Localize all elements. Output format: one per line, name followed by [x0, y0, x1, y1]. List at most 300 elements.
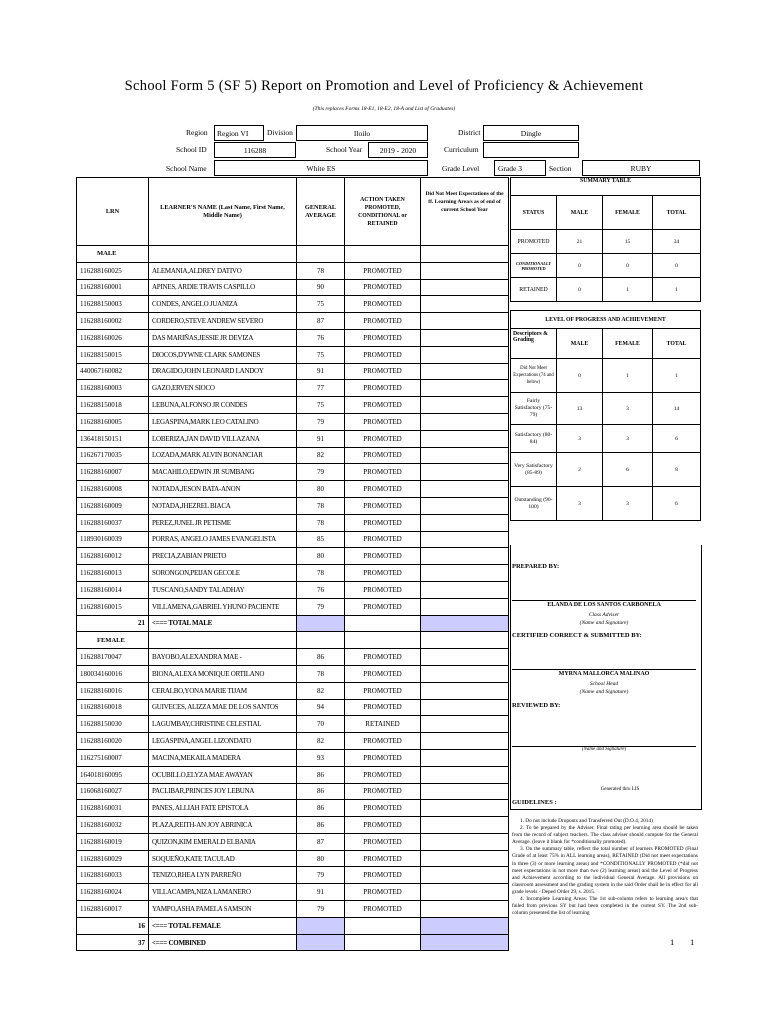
total-avg-cell — [297, 615, 345, 632]
table-row — [77, 850, 509, 867]
progress-male-cell: 3 — [557, 487, 603, 521]
lrn-cell: 116068160027 — [77, 783, 149, 800]
blank-cell — [149, 632, 297, 649]
division-label: Division — [267, 128, 293, 137]
section-label: Section — [549, 164, 572, 173]
table-row — [77, 649, 509, 666]
table-row — [77, 699, 509, 716]
action-taken-cell: PROMOTED — [345, 346, 421, 363]
lrn-cell: 116288160017 — [77, 901, 149, 918]
general-average-cell: 82 — [297, 733, 345, 750]
general-average-cell: 91 — [297, 884, 345, 901]
summary-col-female: FEMALE — [603, 196, 653, 230]
summary-female-cell: 1 — [603, 278, 653, 302]
general-average-cell: 94 — [297, 699, 345, 716]
progress-row — [511, 393, 701, 425]
action-taken-cell: PROMOTED — [345, 313, 421, 330]
table-row — [77, 329, 509, 346]
action-taken-cell: PROMOTED — [345, 581, 421, 598]
guideline-item: 2. To be prepared by the Adviser. Final rating per learning area should be taken from the record of subject teachers. The class adviser should compute for the General Average. (leave it blank for *conditionally promoted). — [512, 825, 698, 846]
divider — [512, 669, 696, 670]
summary-row — [511, 278, 701, 302]
lrn-cell: 440067160082 — [77, 363, 149, 380]
general-average-cell: 86 — [297, 649, 345, 666]
progress-col-female: FEMALE — [603, 329, 653, 359]
table-row — [77, 581, 509, 598]
lrn-cell: 116288160037 — [77, 514, 149, 531]
total-label: <=== TOTAL MALE — [149, 615, 297, 632]
action-taken-cell: PROMOTED — [345, 329, 421, 346]
table-row — [77, 531, 509, 548]
general-average-cell: 87 — [297, 833, 345, 850]
learner-name-cell: ALEMANIA,ALDREY DATIVO — [149, 262, 297, 279]
general-average-cell: 70 — [297, 716, 345, 733]
blank-cell — [345, 632, 421, 649]
progress-col-total: TOTAL — [653, 329, 701, 359]
learner-name-cell: YAMPO,ASHA PAMELA SAMSON — [149, 901, 297, 918]
female-total-row — [77, 917, 509, 934]
lrn-cell: 116288160005 — [77, 413, 149, 430]
summary-male-cell: 0 — [557, 278, 603, 302]
general-average-cell: 79 — [297, 413, 345, 430]
total-did-not-meet-cell — [421, 917, 509, 934]
learner-name-cell: NOTADA,JESON BATA-ANON — [149, 481, 297, 498]
section-field[interactable]: RUBY — [582, 160, 700, 176]
progress-table — [510, 310, 701, 521]
general-average-cell: 78 — [297, 514, 345, 531]
table-row — [77, 766, 509, 783]
lrn-cell: 116288150003 — [77, 296, 149, 313]
table-row — [77, 447, 509, 464]
did-not-meet-cell — [421, 581, 509, 598]
did-not-meet-cell — [421, 800, 509, 817]
table-row — [77, 481, 509, 498]
progress-row — [511, 487, 701, 521]
progress-desc-cell: Fairly Satisfactory (75-79) — [511, 393, 557, 425]
combined-total-row — [77, 934, 509, 951]
section-label: MALE — [77, 246, 149, 263]
learner-name-cell: TUSCANO,SANDY TALADHAY — [149, 581, 297, 598]
total-did-not-meet-cell — [421, 615, 509, 632]
did-not-meet-cell — [421, 497, 509, 514]
blank-cell — [149, 246, 297, 263]
form-subtitle: (This replaces Forms 18-E1, 18-E2, 18-A and List of Graduates) — [312, 106, 456, 112]
progress-male-cell: 13 — [557, 393, 603, 425]
guideline-item: 4. Incomplete Learning Areas: The 1st sub-column refers to learning area/s that failed from previous SY but had been completed in the current SY. The 2nd sub-column presented the list of learning — [512, 896, 698, 917]
general-average-cell: 78 — [297, 497, 345, 514]
learner-name-cell: LOZADA,MARK ALVIN BONANCIAR — [149, 447, 297, 464]
action-taken-cell: PROMOTED — [345, 833, 421, 850]
summary-female-cell: 15 — [603, 230, 653, 254]
action-taken-cell: PROMOTED — [345, 649, 421, 666]
did-not-meet-cell — [421, 850, 509, 867]
learner-name-cell: DRAGIDO,JOHN LEONARD LANDOY — [149, 363, 297, 380]
general-average-cell: 82 — [297, 682, 345, 699]
action-taken-cell: PROMOTED — [345, 296, 421, 313]
action-taken-cell: PROMOTED — [345, 901, 421, 918]
lrn-cell: 180034160016 — [77, 665, 149, 682]
progress-desc-cell: Satisfactory (80-84) — [511, 425, 557, 453]
did-not-meet-cell — [421, 833, 509, 850]
progress-desc-cell: Outstanding (90-100) — [511, 487, 557, 521]
lrn-cell: 116288160009 — [77, 497, 149, 514]
district-field[interactable]: Dingle — [483, 125, 579, 141]
learner-name-cell: PRECIA,ZABIAN PRIETO — [149, 548, 297, 565]
summary-col-status: STATUS — [511, 196, 557, 230]
lrn-cell: 116288150018 — [77, 397, 149, 414]
lrn-cell: 116288160029 — [77, 850, 149, 867]
grade-level-label: Grade Level — [442, 164, 480, 173]
total-count: 16 — [77, 917, 149, 934]
lrn-cell: 116288160012 — [77, 548, 149, 565]
lrn-cell: 116288160033 — [77, 867, 149, 884]
general-average-cell: 78 — [297, 665, 345, 682]
general-average-cell: 75 — [297, 346, 345, 363]
general-average-cell: 79 — [297, 464, 345, 481]
general-average-cell: 76 — [297, 581, 345, 598]
action-taken-cell: PROMOTED — [345, 380, 421, 397]
lrn-cell: 116288160008 — [77, 481, 149, 498]
divider — [512, 600, 696, 601]
learner-name-cell: VILLACAMPA,NIZA LAMANERO — [149, 884, 297, 901]
table-row — [77, 497, 509, 514]
did-not-meet-cell — [421, 682, 509, 699]
school-name-label: School Name — [166, 164, 207, 173]
col-did-not-meet: Did Not Meet Expectations of the ff. Learning Area/s as of end of current School Year — [421, 178, 509, 246]
did-not-meet-cell — [421, 430, 509, 447]
did-not-meet-cell — [421, 749, 509, 766]
signature-panel — [510, 545, 702, 810]
did-not-meet-cell — [421, 514, 509, 531]
summary-status-cell: RETAINED — [511, 278, 557, 302]
did-not-meet-cell — [421, 733, 509, 750]
learner-name-cell: PEREZ,JUNEL JR PETISME — [149, 514, 297, 531]
learner-name-cell: LEGASPINA,MARK LEO CATALINO — [149, 413, 297, 430]
blank-cell — [297, 632, 345, 649]
general-average-cell: 91 — [297, 363, 345, 380]
table-row — [77, 716, 509, 733]
did-not-meet-cell — [421, 766, 509, 783]
general-average-cell: 90 — [297, 279, 345, 296]
did-not-meet-cell — [421, 867, 509, 884]
table-row — [77, 817, 509, 834]
action-taken-cell: PROMOTED — [345, 749, 421, 766]
progress-male-cell: 3 — [557, 425, 603, 453]
total-action-cell — [345, 934, 421, 951]
action-taken-cell: PROMOTED — [345, 447, 421, 464]
table-row — [77, 783, 509, 800]
general-average-cell: 86 — [297, 800, 345, 817]
school-year-field[interactable]: 2019 - 2020 — [368, 142, 428, 158]
action-taken-cell: PROMOTED — [345, 783, 421, 800]
col-general-average: GENERAL AVERAGE — [297, 178, 345, 246]
learner-name-cell: LOBERIZA,JAN DAVID VILLAZANA — [149, 430, 297, 447]
col-name: LEARNER'S NAME (Last Name, First Name, Middle Name) — [149, 178, 297, 246]
action-taken-cell: PROMOTED — [345, 565, 421, 582]
guideline-item: 3. On the summary table, reflect the total number of learners PROMOTED (Final Grade of at least 75% in ALL learning areas), RETAINED (Did not meet expectations in three (3) or more learning areas) and *CONDITIONALLY PROMOTED (*did not meet expectations in not more than two (2) learning areas) and the Level of Progress and Achievement according to the individual General Average. All provisions on classroom assessment and the grading system in the said Order shall be in effect for all grade levels - Deped Order 29, s. 2015. — [512, 846, 698, 895]
action-taken-cell: PROMOTED — [345, 682, 421, 699]
certified-label: CERTIFIED CORRECT & SUBMITTED BY: — [512, 632, 642, 639]
school-head-name: MYRNA MALLORCA MALINAO — [558, 671, 650, 677]
summary-total-cell: 34 — [653, 230, 701, 254]
learner-name-cell: GUIVECES, ALIZZA MAE DE LOS SANTOS — [149, 699, 297, 716]
action-taken-cell: PROMOTED — [345, 430, 421, 447]
did-not-meet-cell — [421, 901, 509, 918]
action-taken-cell: PROMOTED — [345, 397, 421, 414]
table-row — [77, 867, 509, 884]
grade-level-field[interactable]: Grade 3 — [494, 160, 546, 176]
did-not-meet-cell — [421, 665, 509, 682]
learner-name-cell: TENIZO,RHEA LYN PARREÑO — [149, 867, 297, 884]
form-title: School Form 5 (SF 5) Report on Promotion and Level of Proficiency & Achievement — [124, 78, 644, 94]
total-count: 21 — [77, 615, 149, 632]
did-not-meet-cell — [421, 548, 509, 565]
learner-name-cell: VILLAMENA,GABRIEL YHUNO PACIENTE — [149, 598, 297, 615]
table-row — [77, 279, 509, 296]
learner-name-cell: PLAZA,REITH-AN JOY ABRINICA — [149, 817, 297, 834]
lrn-cell: 116267170035 — [77, 447, 149, 464]
learner-name-cell: OCUBILLO,ELYZA MAE AWAYAN — [149, 766, 297, 783]
progress-male-cell: 2 — [557, 453, 603, 487]
general-average-cell: 76 — [297, 329, 345, 346]
general-average-cell: 79 — [297, 867, 345, 884]
did-not-meet-cell — [421, 329, 509, 346]
table-row — [77, 430, 509, 447]
guidelines-title: GUIDELINES : — [512, 799, 557, 806]
school-name-field[interactable]: White ES — [214, 160, 428, 176]
progress-total-cell: 14 — [653, 393, 701, 425]
did-not-meet-cell — [421, 464, 509, 481]
school-id-label: School ID — [176, 145, 207, 154]
general-average-cell: 86 — [297, 817, 345, 834]
lrn-cell: 116288170047 — [77, 649, 149, 666]
learner-name-cell: MACAHILO,EDWIN JR SUMBANG — [149, 464, 297, 481]
section-label: FEMALE — [77, 632, 149, 649]
male-section — [77, 246, 509, 263]
action-taken-cell: PROMOTED — [345, 279, 421, 296]
table-row — [77, 682, 509, 699]
lrn-cell: 116288160025 — [77, 262, 149, 279]
table-row — [77, 598, 509, 615]
general-average-cell: 93 — [297, 749, 345, 766]
table-row — [77, 296, 509, 313]
action-taken-cell: PROMOTED — [345, 884, 421, 901]
progress-row — [511, 453, 701, 487]
action-taken-cell: PROMOTED — [345, 867, 421, 884]
curriculum-field[interactable] — [483, 142, 579, 158]
learner-name-cell: BIONA,ALEXA MONIQUE ORTILANO — [149, 665, 297, 682]
male-total-row — [77, 615, 509, 632]
reviewed-by-label: REVIEWED BY: — [512, 702, 561, 709]
adviser-role: Class Adviser — [588, 612, 620, 618]
guideline-item: 1. Do not include Dropouts and Transferred Out (D.O.4, 2014) — [520, 818, 653, 824]
action-taken-cell: PROMOTED — [345, 800, 421, 817]
total-label: <=== TOTAL FEMALE — [149, 917, 297, 934]
progress-row — [511, 359, 701, 393]
learner-name-cell: MACINA,MEKAILA MADERA — [149, 749, 297, 766]
lrn-cell: 116288150015 — [77, 346, 149, 363]
lrn-cell: 136418150151 — [77, 430, 149, 447]
learner-name-cell: CONDES, ANGELO JUANIZA — [149, 296, 297, 313]
summary-female-cell: 0 — [603, 254, 653, 278]
table-row — [77, 514, 509, 531]
general-average-cell: 86 — [297, 783, 345, 800]
learner-name-cell: NOTADA,JHEZREL BIACA — [149, 497, 297, 514]
summary-col-male: MALE — [557, 196, 603, 230]
general-average-cell: 78 — [297, 565, 345, 582]
learner-name-cell: LEBUNA,ALFONSO JR CONDES — [149, 397, 297, 414]
learner-name-cell: LEGASPINA,ANGEL LIZONDATO — [149, 733, 297, 750]
action-taken-cell: PROMOTED — [345, 464, 421, 481]
general-average-cell: 87 — [297, 313, 345, 330]
table-row — [77, 733, 509, 750]
reviewer-hint: (Name and Signature) — [581, 747, 627, 752]
lrn-cell: 118930160039 — [77, 531, 149, 548]
general-average-cell: 82 — [297, 447, 345, 464]
lrn-cell: 116288160018 — [77, 699, 149, 716]
female-section — [77, 632, 509, 649]
learner-name-cell: GAZO,ERVEN SIOCO — [149, 380, 297, 397]
did-not-meet-cell — [421, 817, 509, 834]
table-row — [77, 464, 509, 481]
progress-male-cell: 0 — [557, 359, 603, 393]
did-not-meet-cell — [421, 481, 509, 498]
learner-name-cell: CORDERO,STEVE ANDREW SEVERO — [149, 313, 297, 330]
lrn-cell: 116288160007 — [77, 464, 149, 481]
did-not-meet-cell — [421, 531, 509, 548]
action-taken-cell: PROMOTED — [345, 598, 421, 615]
progress-desc-cell: Very Satisfactory (85-89) — [511, 453, 557, 487]
learner-name-cell: DAS MARIÑAS,JESSIE JR DEVIZA — [149, 329, 297, 346]
learner-name-cell: LAGUMBAY,CHRISTINE CELESTIAL — [149, 716, 297, 733]
region-field[interactable]: Region VI — [214, 125, 264, 141]
did-not-meet-cell — [421, 716, 509, 733]
school-head-role: School Head — [589, 681, 619, 687]
total-avg-cell — [297, 917, 345, 934]
progress-female-cell: 1 — [603, 359, 653, 393]
general-average-cell: 91 — [297, 430, 345, 447]
did-not-meet-cell — [421, 598, 509, 615]
summary-male-cell: 0 — [557, 254, 603, 278]
total-did-not-meet-cell — [421, 934, 509, 951]
did-not-meet-cell — [421, 699, 509, 716]
table-row — [77, 884, 509, 901]
general-average-cell: 77 — [297, 380, 345, 397]
learner-table — [76, 177, 509, 951]
general-average-cell: 80 — [297, 548, 345, 565]
progress-desc-cell: Did Not Meet Expectations (74 and below) — [511, 359, 557, 393]
district-label: District — [458, 128, 481, 137]
did-not-meet-cell — [421, 413, 509, 430]
lrn-cell: 116288160019 — [77, 833, 149, 850]
summary-col-total: TOTAL — [653, 196, 701, 230]
summary-title: SUMMARY TABLE — [511, 178, 701, 196]
generated-note: Generated thru LIS — [600, 787, 640, 792]
did-not-meet-cell — [421, 313, 509, 330]
learner-name-cell: DIOCOS,DYWNE CLARK SAMONES — [149, 346, 297, 363]
learner-name-cell: BAYOBO,ALEXANDRA MAE - — [149, 649, 297, 666]
progress-total-cell: 6 — [653, 487, 701, 521]
action-taken-cell: PROMOTED — [345, 497, 421, 514]
summary-status-cell: PROMOTED — [511, 230, 557, 254]
action-taken-cell: PROMOTED — [345, 413, 421, 430]
action-taken-cell: RETAINED — [345, 716, 421, 733]
col-action-taken: ACTION TAKEN PROMOTED, CONDITIONAL or RETAINED — [345, 178, 421, 246]
action-taken-cell: PROMOTED — [345, 363, 421, 380]
action-taken-cell: PROMOTED — [345, 514, 421, 531]
lrn-cell: 116288160014 — [77, 581, 149, 598]
school-year-label: School Year — [326, 145, 363, 154]
table-row — [77, 749, 509, 766]
progress-col-male: MALE — [557, 329, 603, 359]
lrn-cell: 116288160032 — [77, 817, 149, 834]
lrn-cell: 116288160016 — [77, 682, 149, 699]
did-not-meet-cell — [421, 649, 509, 666]
did-not-meet-cell — [421, 363, 509, 380]
table-row — [77, 346, 509, 363]
general-average-cell: 75 — [297, 296, 345, 313]
lrn-cell: 116275160007 — [77, 749, 149, 766]
region-label: Region — [186, 128, 208, 137]
learner-name-cell: APINES, ARDIE TRAVIS CASPILLO — [149, 279, 297, 296]
summary-status-cell: CONDITIONALLY PROMOTED — [511, 254, 557, 278]
table-row — [77, 565, 509, 582]
table-row — [77, 313, 509, 330]
blank-cell — [421, 246, 509, 263]
lrn-cell: 116288160020 — [77, 733, 149, 750]
total-label: <=== COMBINED — [149, 934, 297, 951]
lrn-cell: 116288160013 — [77, 565, 149, 582]
total-avg-cell — [297, 934, 345, 951]
progress-total-cell: 1 — [653, 359, 701, 393]
blank-cell — [421, 632, 509, 649]
division-field[interactable]: Iloilo — [296, 125, 428, 141]
blank-cell — [345, 246, 421, 263]
progress-female-cell: 3 — [603, 425, 653, 453]
learner-name-cell: PANES, ALLIAH FATE EPISTOLA — [149, 800, 297, 817]
action-taken-cell: PROMOTED — [345, 699, 421, 716]
table-row — [77, 413, 509, 430]
lrn-cell: 116288160001 — [77, 279, 149, 296]
table-row — [77, 665, 509, 682]
learner-name-cell: SORONGON,PEIJAN GECOLE — [149, 565, 297, 582]
action-taken-cell: PROMOTED — [345, 733, 421, 750]
progress-female-cell: 6 — [603, 453, 653, 487]
progress-total-cell: 8 — [653, 453, 701, 487]
progress-female-cell: 3 — [603, 487, 653, 521]
learner-name-cell: QUIZON,KIM EMERALD ELBANIA — [149, 833, 297, 850]
did-not-meet-cell — [421, 397, 509, 414]
did-not-meet-cell — [421, 447, 509, 464]
action-taken-cell: PROMOTED — [345, 766, 421, 783]
table-row — [77, 548, 509, 565]
progress-col-desc: Descriptors & Grading — [511, 329, 557, 359]
learner-name-cell: SOQUEÑO,KATE TACULAD — [149, 850, 297, 867]
learner-name-cell: PACLIBAR,PRINCES JOY LEBUNA — [149, 783, 297, 800]
lrn-cell: 116288160024 — [77, 884, 149, 901]
summary-row — [511, 230, 701, 254]
general-average-cell: 80 — [297, 850, 345, 867]
summary-row — [511, 254, 701, 278]
school-id-field[interactable]: 116288 — [214, 142, 296, 158]
did-not-meet-cell — [421, 565, 509, 582]
action-taken-cell: PROMOTED — [345, 817, 421, 834]
progress-total-cell: 6 — [653, 425, 701, 453]
action-taken-cell: PROMOTED — [345, 262, 421, 279]
action-taken-cell: PROMOTED — [345, 548, 421, 565]
table-row — [77, 397, 509, 414]
total-action-cell — [345, 917, 421, 934]
